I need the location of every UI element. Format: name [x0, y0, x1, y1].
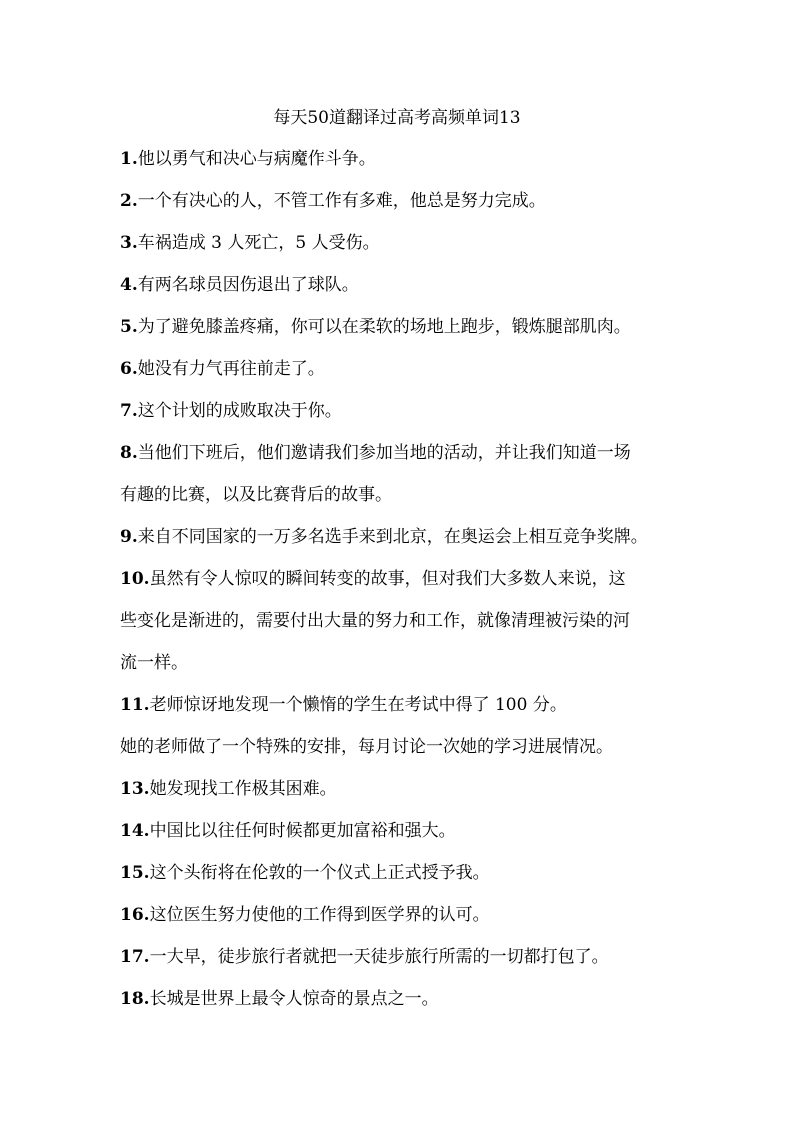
sentence-text: 她发现找工作极其困难。: [149, 779, 337, 799]
sentence-line: [120, 525, 690, 567]
sentence-line: [120, 399, 690, 441]
sentence-text: 车祸造成 3 人死亡，5 人受伤。: [137, 233, 380, 253]
sentence-line: [120, 273, 690, 315]
sentence-line: [120, 567, 690, 609]
sentence-text: 老师惊讶地发现一个懒惰的学生在考试中得了 100 分。: [149, 695, 567, 715]
sentence-number: 1.: [120, 149, 138, 169]
sentence-number: 6.: [120, 359, 138, 379]
sentence-line: [120, 903, 690, 945]
sentence-text: 他以勇气和决心与病魔作斗争。: [137, 149, 376, 169]
sentence-line: [120, 189, 690, 231]
sentence-text: 这位医生努力使他的工作得到医学界的认可。: [149, 905, 490, 925]
sentence-number: 7.: [120, 401, 138, 421]
sentence-text: 她没有力气再往前走了。: [137, 359, 325, 379]
sentence-number: 18.: [120, 989, 150, 1009]
sentence-number: 16.: [120, 905, 150, 925]
sentence-number: 9.: [120, 527, 138, 547]
sentence-text: 这个头衔将在伦敦的一个仪式上正式授予我。: [149, 863, 490, 883]
sentence-number: 5.: [120, 317, 138, 337]
sentence-line: [120, 147, 690, 189]
sentence-text: 虽然有令人惊叹的瞬间转变的故事，但对我们大多数人来说，这: [149, 569, 626, 589]
sentence-line: [120, 987, 690, 1029]
sentence-line: [120, 861, 690, 903]
sentence-number: 8.: [120, 443, 138, 463]
sentence-line: [120, 231, 690, 273]
sentence-line: [120, 693, 690, 735]
sentence-line: [120, 735, 690, 777]
sentence-text: 有两名球员因伤退出了球队。: [137, 275, 359, 295]
sentence-line: [120, 315, 690, 357]
page-title: 每天50道翻译过高考高频单词13: [273, 108, 521, 128]
sentence-number: 3.: [120, 233, 138, 253]
sentence-number: 14.: [120, 821, 150, 841]
sentence-text: 一大早，徒步旅行者就把一天徒步旅行所需的一切都打包了。: [149, 947, 609, 967]
sentence-line: [120, 441, 690, 483]
sentence-line: [120, 357, 690, 399]
sentence-number: 2.: [120, 191, 138, 211]
sentence-number: 11.: [120, 695, 150, 715]
sentence-text: 一个有决心的人，不管工作有多难，他总是努力完成。: [137, 191, 546, 211]
sentence-text: 她的老师做了一个特殊的安排，每月讨论一次她的学习进展情况。: [120, 737, 613, 757]
sentence-line: [120, 483, 690, 525]
sentence-line: [120, 777, 690, 819]
sentence-line: [120, 651, 690, 693]
sentence-number: 4.: [120, 275, 138, 295]
sentence-line: [120, 609, 690, 651]
sentence-number: 13.: [120, 779, 150, 799]
sentence-line: [120, 819, 690, 861]
sentence-number: 17.: [120, 947, 150, 967]
sentence-text: 来自不同国家的一万多名选手来到北京，在奥运会上相互竞争奖牌。: [137, 527, 648, 547]
sentence-text: 中国比以往任何时候都更加富裕和强大。: [149, 821, 456, 841]
sentence-text: 长城是世界上最令人惊奇的景点之一。: [149, 989, 439, 1009]
sentence-number: 15.: [120, 863, 150, 883]
sentence-text: 为了避免膝盖疼痛，你可以在柔软的场地上跑步，锻炼腿部肌肉。: [137, 317, 631, 337]
sentence-line: [120, 945, 690, 987]
sentence-list: [120, 147, 690, 1029]
sentence-text: 当他们下班后，他们邀请我们参加当地的活动，并让我们知道一场: [137, 443, 631, 463]
sentence-text: 这个计划的成败取决于你。: [137, 401, 342, 421]
sentence-text: 流一样。: [120, 653, 188, 673]
sentence-number: 10.: [120, 569, 150, 589]
sentence-text: 有趣的比赛，以及比赛背后的故事。: [120, 485, 392, 505]
sentence-text: 些变化是渐进的，需要付出大量的努力和工作，就像清理被污染的河: [120, 611, 630, 631]
